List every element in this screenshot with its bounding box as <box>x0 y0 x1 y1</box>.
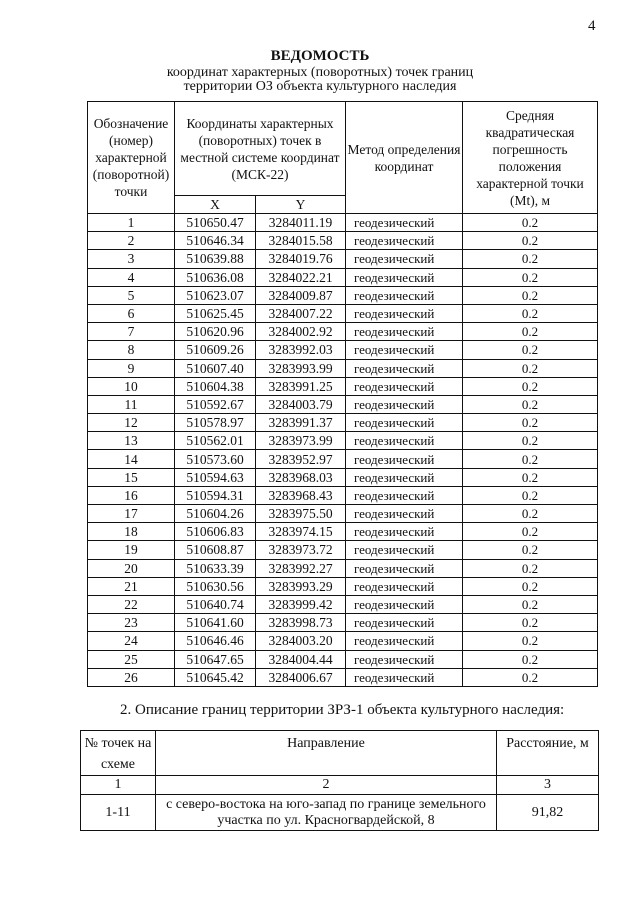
x-coordinate-cell: 510625.45 <box>175 304 256 322</box>
error-cell: 0.2 <box>463 523 598 541</box>
x-coordinate-cell: 510650.47 <box>175 214 256 232</box>
table-row <box>88 668 598 686</box>
method-cell: геодезический <box>346 523 463 541</box>
y-coordinate-cell: 3284006.67 <box>256 668 346 686</box>
x-coordinate-cell: 510609.26 <box>175 341 256 359</box>
table-row <box>88 341 598 359</box>
y-coordinate-cell: 3284002.92 <box>256 323 346 341</box>
table-row <box>88 304 598 322</box>
x-coordinate-cell: 510604.26 <box>175 505 256 523</box>
x-coordinate-cell: 510594.31 <box>175 486 256 504</box>
error-cell: 0.2 <box>463 214 598 232</box>
y-coordinate-cell: 3284019.76 <box>256 250 346 268</box>
table-row <box>88 632 598 650</box>
error-cell: 0.2 <box>463 395 598 413</box>
coordinates-table <box>87 101 598 687</box>
x-coordinate-cell: 510630.56 <box>175 577 256 595</box>
error-cell: 0.2 <box>463 614 598 632</box>
method-cell: геодезический <box>346 486 463 504</box>
error-cell: 0.2 <box>463 450 598 468</box>
method-cell: геодезический <box>346 595 463 613</box>
error-cell: 0.2 <box>463 650 598 668</box>
error-cell: 0.2 <box>463 505 598 523</box>
method-cell: геодезический <box>346 668 463 686</box>
point-number-cell: 13 <box>88 432 175 450</box>
y-coordinate-cell: 3283999.42 <box>256 595 346 613</box>
error-cell: 0.2 <box>463 232 598 250</box>
y-coordinate-cell: 3284009.87 <box>256 286 346 304</box>
header-direction: Направление <box>156 731 497 776</box>
boundary-description-table <box>80 730 599 831</box>
point-number-cell: 16 <box>88 486 175 504</box>
y-coordinate-cell: 3283998.73 <box>256 614 346 632</box>
point-number-cell: 11 <box>88 395 175 413</box>
y-coordinate-cell: 3283974.15 <box>256 523 346 541</box>
x-coordinate-cell: 510647.65 <box>175 650 256 668</box>
method-cell: геодезический <box>346 232 463 250</box>
table-row <box>88 614 598 632</box>
error-cell: 0.2 <box>463 250 598 268</box>
point-number-cell: 1 <box>88 214 175 232</box>
method-cell: геодезический <box>346 468 463 486</box>
method-cell: геодезический <box>346 414 463 432</box>
point-number-cell: 22 <box>88 595 175 613</box>
table-row <box>88 395 598 413</box>
table-row <box>88 414 598 432</box>
error-cell: 0.2 <box>463 668 598 686</box>
header-distance: Расстояние, м <box>497 731 599 776</box>
method-cell: геодезический <box>346 559 463 577</box>
method-cell: геодезический <box>346 577 463 595</box>
table-row <box>88 577 598 595</box>
point-number-cell: 14 <box>88 450 175 468</box>
table-row <box>88 377 598 395</box>
table-row <box>88 541 598 559</box>
header-points-on-scheme: № точек на схеме <box>81 731 156 776</box>
y-coordinate-cell: 3284022.21 <box>256 268 346 286</box>
document-subtitle-line1: координат характерных (поворотных) точек границ <box>166 65 474 80</box>
y-coordinate-cell: 3284003.20 <box>256 632 346 650</box>
method-cell: геодезический <box>346 250 463 268</box>
method-cell: геодезический <box>346 632 463 650</box>
point-number-cell: 5 <box>88 286 175 304</box>
table-row <box>88 232 598 250</box>
error-cell: 0.2 <box>463 577 598 595</box>
y-coordinate-cell: 3283993.99 <box>256 359 346 377</box>
error-cell: 0.2 <box>463 541 598 559</box>
x-coordinate-cell: 510640.74 <box>175 595 256 613</box>
x-coordinate-cell: 510562.01 <box>175 432 256 450</box>
table-row <box>88 286 598 304</box>
method-cell: геодезический <box>346 341 463 359</box>
table-row <box>88 468 598 486</box>
method-cell: геодезический <box>346 505 463 523</box>
error-cell: 0.2 <box>463 359 598 377</box>
x-coordinate-cell: 510578.97 <box>175 414 256 432</box>
table-row <box>88 250 598 268</box>
header-error: Средняя квадратическая погрешность положения характерной точки (Mt), м <box>463 102 598 214</box>
point-number-cell: 20 <box>88 559 175 577</box>
point-number-cell: 4 <box>88 268 175 286</box>
table-row <box>88 650 598 668</box>
y-coordinate-cell: 3284015.58 <box>256 232 346 250</box>
error-cell: 0.2 <box>463 377 598 395</box>
y-coordinate-cell: 3283992.03 <box>256 341 346 359</box>
method-cell: геодезический <box>346 541 463 559</box>
x-coordinate-cell: 510594.63 <box>175 468 256 486</box>
x-coordinate-cell: 510646.46 <box>175 632 256 650</box>
y-coordinate-cell: 3283991.37 <box>256 414 346 432</box>
point-number-cell: 23 <box>88 614 175 632</box>
header-method: Метод определения координат <box>346 102 463 214</box>
point-number-cell: 19 <box>88 541 175 559</box>
header-point: Обозначение (номер) характерной (поворотной) точки <box>88 102 175 214</box>
x-coordinate-cell: 510641.60 <box>175 614 256 632</box>
y-coordinate-cell: 3283952.97 <box>256 450 346 468</box>
method-cell: геодезический <box>346 450 463 468</box>
y-coordinate-cell: 3283991.25 <box>256 377 346 395</box>
point-number-cell: 24 <box>88 632 175 650</box>
method-cell: геодезический <box>346 323 463 341</box>
error-cell: 0.2 <box>463 595 598 613</box>
x-coordinate-cell: 510646.34 <box>175 232 256 250</box>
y-coordinate-cell: 3283973.72 <box>256 541 346 559</box>
y-coordinate-cell: 3284004.44 <box>256 650 346 668</box>
point-number-cell: 8 <box>88 341 175 359</box>
point-number-cell: 10 <box>88 377 175 395</box>
error-cell: 0.2 <box>463 632 598 650</box>
x-coordinate-cell: 510645.42 <box>175 668 256 686</box>
table-row <box>88 323 598 341</box>
error-cell: 0.2 <box>463 468 598 486</box>
point-number-cell: 6 <box>88 304 175 322</box>
method-cell: геодезический <box>346 377 463 395</box>
table-row <box>88 432 598 450</box>
x-coordinate-cell: 510606.83 <box>175 523 256 541</box>
document-title: ВЕДОМОСТЬ <box>270 48 370 64</box>
error-cell: 0.2 <box>463 268 598 286</box>
x-coordinate-cell: 510592.67 <box>175 395 256 413</box>
table-row <box>88 359 598 377</box>
y-coordinate-cell: 3283973.99 <box>256 432 346 450</box>
y-coordinate-cell: 3284011.19 <box>256 214 346 232</box>
header-y: Y <box>256 196 346 214</box>
page-number: 4 <box>588 18 596 34</box>
x-coordinate-cell: 510604.38 <box>175 377 256 395</box>
y-coordinate-cell: 3283975.50 <box>256 505 346 523</box>
table-row <box>88 450 598 468</box>
error-cell: 0.2 <box>463 286 598 304</box>
table-row <box>88 523 598 541</box>
error-cell: 0.2 <box>463 323 598 341</box>
y-coordinate-cell: 3283993.29 <box>256 577 346 595</box>
index-cell: 2 <box>156 776 497 795</box>
table-row <box>88 559 598 577</box>
x-coordinate-cell: 510573.60 <box>175 450 256 468</box>
y-coordinate-cell: 3284003.79 <box>256 395 346 413</box>
method-cell: геодезический <box>346 650 463 668</box>
point-number-cell: 2 <box>88 232 175 250</box>
y-coordinate-cell: 3283968.03 <box>256 468 346 486</box>
point-number-cell: 26 <box>88 668 175 686</box>
x-coordinate-cell: 510620.96 <box>175 323 256 341</box>
method-cell: геодезический <box>346 359 463 377</box>
point-number-cell: 25 <box>88 650 175 668</box>
x-coordinate-cell: 510623.07 <box>175 286 256 304</box>
method-cell: геодезический <box>346 268 463 286</box>
header-x: X <box>175 196 256 214</box>
error-cell: 0.2 <box>463 559 598 577</box>
document-subtitle-line2: территории ОЗ объекта культурного наследия <box>183 79 457 94</box>
method-cell: геодезический <box>346 214 463 232</box>
y-coordinate-cell: 3283968.43 <box>256 486 346 504</box>
x-coordinate-cell: 510608.87 <box>175 541 256 559</box>
error-cell: 0.2 <box>463 304 598 322</box>
header-coordinates: Координаты характерных (поворотных) точек в местной системе координат (МСК-22) <box>175 102 346 196</box>
method-cell: геодезический <box>346 304 463 322</box>
y-coordinate-cell: 3284007.22 <box>256 304 346 322</box>
x-coordinate-cell: 510607.40 <box>175 359 256 377</box>
row-distance: 91,82 <box>497 795 599 831</box>
point-number-cell: 12 <box>88 414 175 432</box>
error-cell: 0.2 <box>463 341 598 359</box>
index-cell: 3 <box>497 776 599 795</box>
x-coordinate-cell: 510639.88 <box>175 250 256 268</box>
point-number-cell: 21 <box>88 577 175 595</box>
point-number-cell: 15 <box>88 468 175 486</box>
table-row <box>88 214 598 232</box>
table-row <box>88 268 598 286</box>
x-coordinate-cell: 510636.08 <box>175 268 256 286</box>
table-row <box>88 486 598 504</box>
table-row <box>88 505 598 523</box>
point-number-cell: 3 <box>88 250 175 268</box>
point-number-cell: 17 <box>88 505 175 523</box>
method-cell: геодезический <box>346 432 463 450</box>
row-direction: с северо-востока на юго-запад по границе земельного участка по ул. Красногвардейской, 8 <box>156 795 497 831</box>
x-coordinate-cell: 510633.39 <box>175 559 256 577</box>
error-cell: 0.2 <box>463 432 598 450</box>
point-number-cell: 9 <box>88 359 175 377</box>
method-cell: геодезический <box>346 614 463 632</box>
point-number-cell: 18 <box>88 523 175 541</box>
error-cell: 0.2 <box>463 486 598 504</box>
y-coordinate-cell: 3283992.27 <box>256 559 346 577</box>
method-cell: геодезический <box>346 395 463 413</box>
table-row <box>88 595 598 613</box>
row-points: 1-11 <box>81 795 156 831</box>
point-number-cell: 7 <box>88 323 175 341</box>
section-2-heading: 2. Описание границ территории ЗРЗ-1 объекта культурного наследия: <box>120 702 565 718</box>
method-cell: геодезический <box>346 286 463 304</box>
index-cell: 1 <box>81 776 156 795</box>
error-cell: 0.2 <box>463 414 598 432</box>
